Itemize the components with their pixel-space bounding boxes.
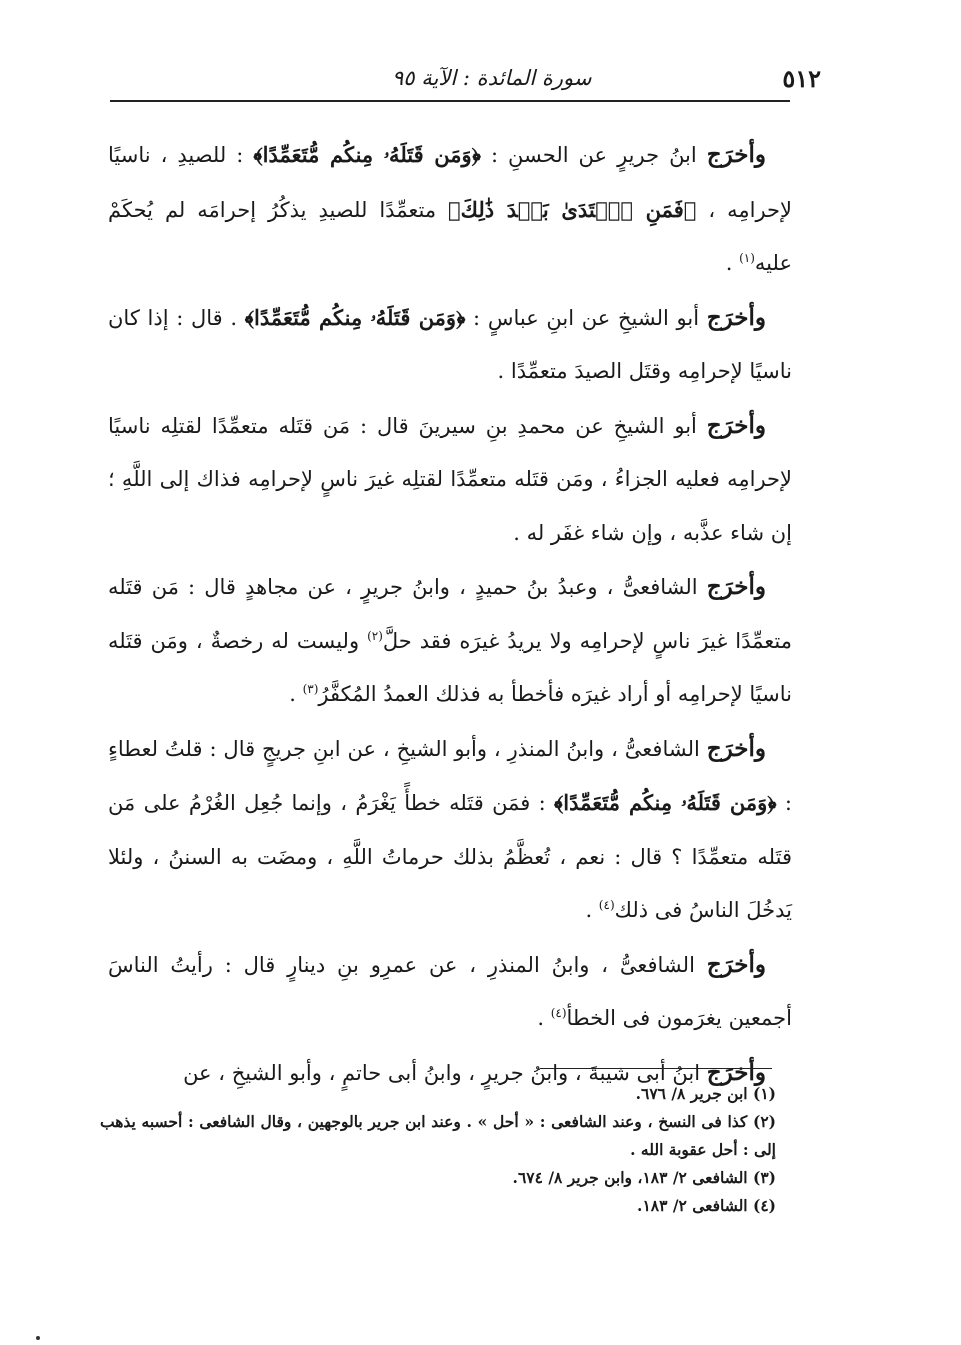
paragraph-lead-word: وأخرَج [706, 1058, 766, 1086]
paragraph [108, 399, 792, 561]
quran-quote: ﴿وَمَن قَتَلَهُۥ مِنكُم مُّتَعَمِّدًا﴾ [553, 790, 777, 815]
running-head [112, 58, 821, 98]
footnote-4: (٤) الشافعى ٢/ ١٨٣. [637, 1196, 776, 1215]
quran-quote: ﴿فَمَنِ ٱعۡتَدَىٰ بَعۡدَ ذَٰلِكَ﴾ [448, 196, 697, 222]
paragraph-lead-word: وأخرَج [706, 573, 766, 600]
paragraph-lead-word: وأخرَج [706, 950, 766, 978]
body-text [108, 128, 792, 1100]
paragraph-text: أبو الشيخِ عن محمدِ بنِ سيرينَ قال : مَن قتَله متعمِّدًا لقتلِه ناسيًا لإحرامِه فعليه الجزاءُ ، ومَن قتَله متعمِّدًا لقتلِه غيرَ ناسٍ لإحرامِه فذاك إلى اللَّهِ ؛ إن شاء عذَّبه ، وإن شاء غفَر له . [108, 413, 792, 545]
paragraph [108, 938, 792, 1046]
paragraph-text: . [537, 1006, 551, 1030]
footnote-1: (١) ابن جرير ٨/ ٦٧٦. [635, 1084, 776, 1103]
paragraph-text: أبو الشيخِ عن ابنِ عباسٍ : [465, 305, 707, 330]
paragraph-lead-word: وأخرَج [706, 303, 766, 331]
paragraph-text: : للصيدِ ، ناسيًا لإحرامِه ، [108, 143, 793, 222]
footnote-ref: (٤) [550, 1006, 567, 1020]
paragraph-lead-word: وأخرَج [706, 141, 766, 168]
footnote-ref: (١) [739, 251, 755, 265]
footnotes [100, 1080, 776, 1220]
paragraph-text: . قال : إذا كان ناسيًا لإحرامِه وقتَل الصيدَ متعمِّدًا . [108, 305, 792, 383]
paragraph [108, 722, 792, 938]
footnote-ref: (٢) [367, 628, 383, 643]
footnote-2: (٢) كذا فى النسخ ، وعند الشافعى : « أحل » . وعند ابن جرير بالوجهين ، وقال الشافعى : أحسبه يذهب إلى : أحل عقوبة الله . [100, 1112, 776, 1159]
header-rule [110, 100, 790, 102]
page-speck [36, 1336, 40, 1340]
paragraph-text: الشافعىُّ ، وعبدُ بنُ حميدٍ ، وابنُ جريرٍ ، عن مجاهدٍ قال : مَن قتَله متعمِّدًا غيرَ ناسٍ لإحرامِه ولا يريدُ غيرَه فقد حلَّ [108, 575, 792, 653]
footnote-3: (٣) الشافعى ٢/ ١٨٣، وابن جرير ٨/ ٦٧٤. [512, 1168, 776, 1187]
paragraph-text: الشافعىُّ ، وابنُ المنذرِ ، وأبو الشيخِ ، عن ابنِ جريجٍ قال : قلتُ لعطاءٍ : [108, 736, 792, 815]
paragraph-lead-word: وأخرَج [706, 734, 766, 762]
paragraph-text: متعمِّدًا للصيدِ يذكُرُ إحرامَه لم يُحكَمْ عليه [108, 197, 792, 275]
paragraph-lead-word: وأخرَج [706, 411, 766, 439]
paragraph-text: . [289, 682, 303, 706]
paragraph-text: : فمَن قتَله خطأً يَغْرَمُ ، وإنما جُعِل الغُرْمُ على مَن قتَله متعمِّدًا ؟ قال : نعم ، تُعظَّمُ بذلك حرماتُ اللَّهِ ، ومضَت به السننُ ، ولئلا يَدخُلَ الناسُ فى ذلك [108, 791, 792, 922]
surah-title: سورة المائدة : الآية ٩٥ [392, 66, 592, 90]
paragraph-text: وليست له رخصةٌ ، ومَن قتَله ناسيًا لإحرامِه أو أراد غيرَه فأخطأ به فذلك العمدُ المُكفَّرُ [108, 628, 792, 706]
paragraph-text: . [725, 251, 740, 275]
footnote-ref: (٣) [302, 682, 319, 696]
quran-quote: ﴿وَمَن قَتَلَهُۥ مِنكُم مُّتَعَمِّدًا﴾ [253, 142, 481, 167]
quran-quote: ﴿وَمَن قَتَلَهُۥ مِنكُم مُّتَعَمِّدًا﴾ [244, 304, 466, 330]
paragraph [108, 560, 792, 722]
paragraph-text: الشافعىُّ ، وابنُ المنذرِ ، عن عمرِو بنِ دينارٍ قال : رأيتُ الناسَ أجمعين يغرَمون فى الخطأ [108, 952, 792, 1030]
paragraph-text: ابنُ جريرٍ عن الحسنِ : [480, 143, 707, 167]
page-number: ٥١٢ [782, 63, 821, 93]
paragraph [108, 128, 792, 291]
paragraph-text: ابنُ أبى شيبةَ ، وابنُ جريرٍ ، وابنُ أبى حاتمٍ ، وأبو الشيخِ ، عن [183, 1060, 707, 1085]
footnote-ref: (٤) [598, 898, 615, 912]
paragraph [108, 291, 792, 399]
paragraph-text: . [585, 898, 599, 922]
footnote-rule [540, 1068, 772, 1069]
